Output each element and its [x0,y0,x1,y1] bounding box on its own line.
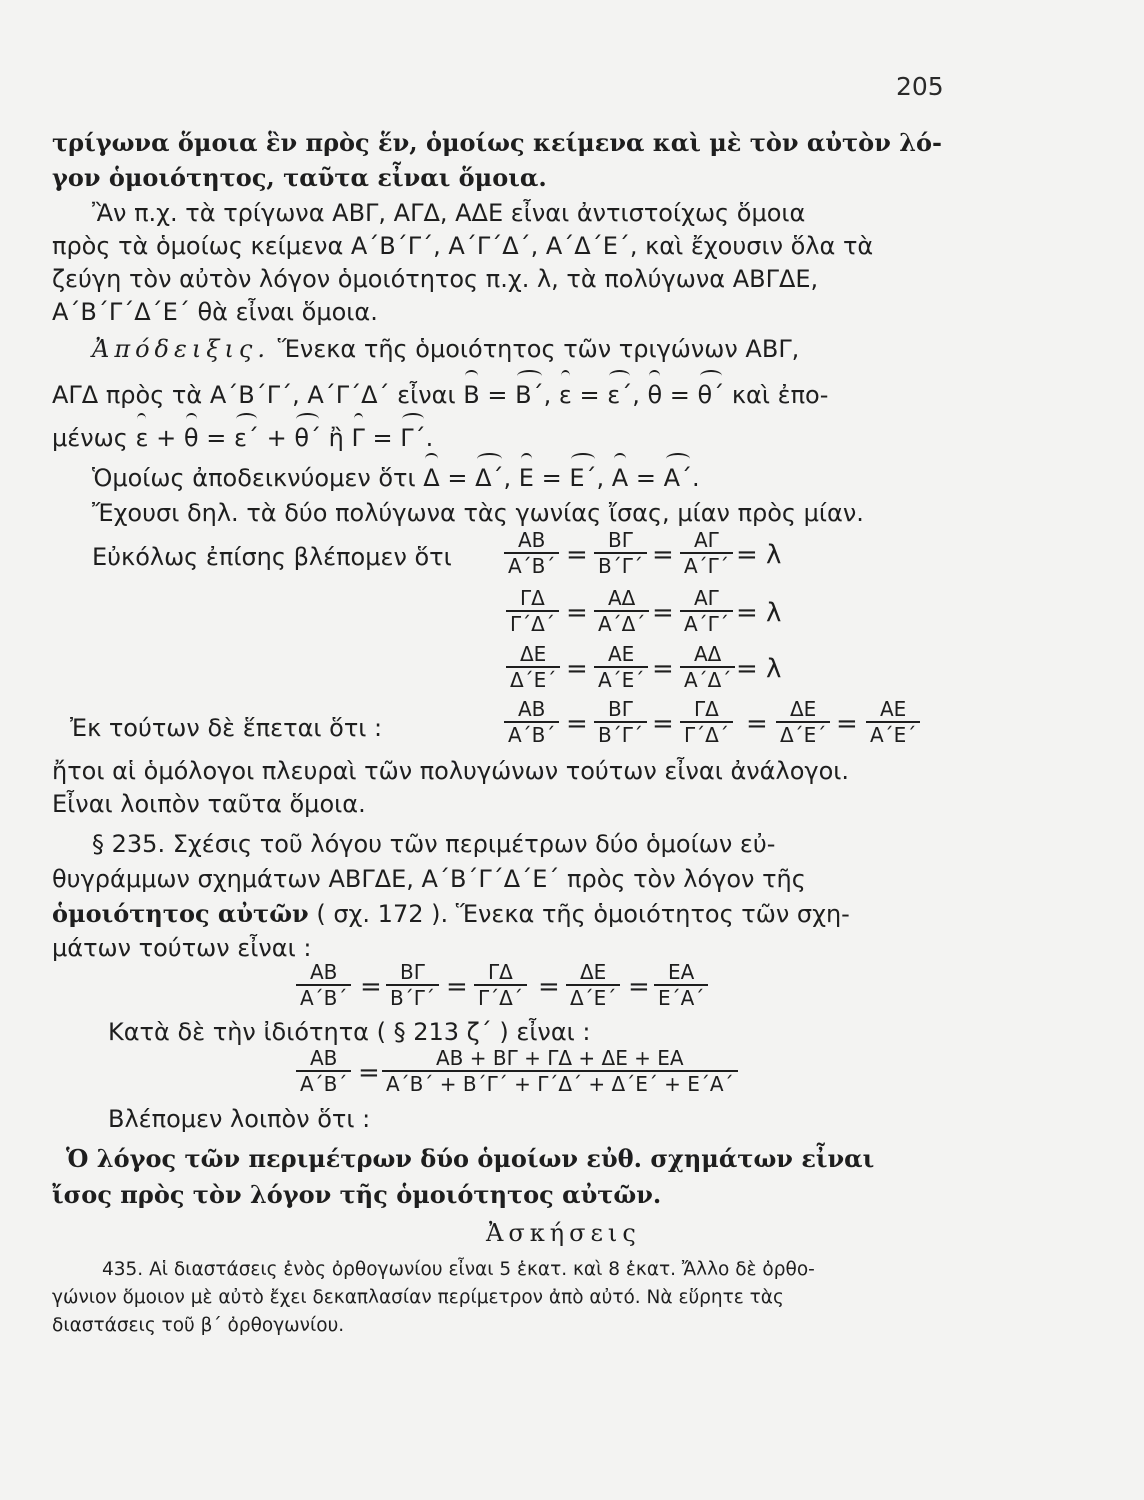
ratio-fraction [680,586,733,636]
angle-E1: Ε΄ [569,464,597,492]
proof-line-2-end: καὶ ἐπο- [731,381,829,409]
angle-G1: Γ΄ [400,424,426,452]
angle-th1: θ΄ [697,381,725,409]
proof-line-4: Ὁμοίως ἀποδεικνύομεν ὅτι Δ = Δ΄, Ε = Ε΄, Α = Α΄. [92,464,700,492]
example-line-3: ζεύγη τὸν αὐτὸν λόγον ὁμοιότητος π.χ. λ, τὰ πολύγωνα ΑΒΓΔΕ, [52,265,819,293]
eq: = [652,654,674,684]
proof-line-2: ΑΓΔ πρὸς τὰ Α΄Β΄Γ΄, Α΄Γ΄Δ΄ εἶναι Β = Β΄, ε = ε΄, θ = θ΄ καὶ ἐπο- [52,381,829,409]
frac-num: ΑΒ [310,960,338,984]
ratio-fraction [296,960,351,1010]
eq: = [746,709,768,739]
frac-num: ΓΔ [488,960,513,984]
ratio-fraction [506,586,559,636]
eq: = [652,598,674,628]
frac-den: Α΄Γ΄ [680,610,733,636]
eq: = [566,709,588,739]
eq: = [566,598,588,628]
proof-line-2-text: ΑΓΔ πρὸς τὰ Α΄Β΄Γ΄, Α΄Γ΄Δ΄ εἶναι [52,381,456,409]
eq: = [635,464,656,492]
ratio-fraction [680,697,733,747]
angle-th1: θ΄ [294,424,321,452]
frac-den: Δ΄Ε΄ [506,666,560,692]
frac-num: ΔΕ [790,697,817,721]
section-235-line-3-text: ( σχ. 172 ). Ἕνεκα τῆς ὁμοιότητος τῶν σχη- [316,900,850,928]
frac-num: ΒΓ [608,528,633,552]
frac-den: Δ΄Ε΄ [566,984,620,1010]
theorem-line-1: τρίγωνα ὅμοια ἓν πρὸς ἕν, ὁμοίως κείμενα καὶ μὲ τὸν αὐτὸν λό- [52,128,942,157]
ratio-fraction [654,960,708,1010]
proof-line-3: μένως ε + θ = ε΄ + θ΄ ἢ Γ = Γ΄. [52,424,434,452]
angle-D: Δ [423,464,440,492]
sum-right-fraction [382,1046,738,1096]
or: ἢ [328,424,344,452]
ratio-fraction [386,960,439,1010]
eq: = [206,424,227,452]
eq: = [447,464,468,492]
frac-den: Β΄Γ΄ [594,721,647,747]
ratio-fraction [594,586,649,636]
eq: = [372,424,393,452]
example-line-4: Α΄Β΄Γ΄Δ΄Ε΄ θὰ εἶναι ὅμοια. [52,298,378,326]
exercise-435-line-2: γώνιον ὅμοιον μὲ αὐτὸ ἔχει δεκαπλασίαν περίμετρον ἀπὸ αὐτό. Νὰ εὕρητε τὰς [52,1287,784,1308]
frac-num: ΑΔ [694,642,722,666]
ratio-fraction [594,642,648,692]
eq: = [836,709,858,739]
ratio-fraction [594,528,647,578]
frac-num: ΓΔ [520,586,545,610]
ratio-fraction [506,642,560,692]
eq: = [566,540,588,570]
eq: = [566,654,588,684]
angle-e1: ε΄ [233,424,259,452]
proof-line-10: Ἐκ τούτων δὲ ἕπεται ὅτι : [70,714,383,742]
section-235-line-2: θυγράμμων σχημάτων ΑΒΓΔΕ, Α΄Β΄Γ΄Δ΄Ε΄ πρὸς τὸν λόγον τῆς [52,865,806,893]
angle-B: Β [463,381,480,409]
frac-num: ΑΔ [608,586,636,610]
angle-e1: ε΄ [607,381,633,409]
frac-den: Δ΄Ε΄ [776,721,830,747]
frac-den: Α΄Β΄ [504,552,559,578]
proof-line-12: Εἶναι λοιπὸν ταῦτα ὅμοια. [52,790,366,818]
eq: = [358,1058,380,1088]
angle-A: Α [611,464,629,492]
section-235-line-5: Κατὰ δὲ τὴν ἰδιότητα ( § 213 ζ΄ ) εἶναι : [108,1018,591,1046]
exercise-435-line-1: 435. Αἱ διαστάσεις ἑνὸς ὀρθογωνίου εἶναι 5 ἑκατ. καὶ 8 ἑκατ. Ἄλλο δὲ ὀρθο- [102,1259,815,1280]
lambda: = λ [736,598,782,628]
eq: = [360,972,382,1002]
eq: = [446,972,468,1002]
ratio-fraction [504,697,559,747]
frac-num: ΑΕ [608,642,635,666]
frac-den: Α΄Β΄ [296,984,351,1010]
angle-th: θ [183,424,199,452]
ratio-fraction [594,697,647,747]
frac-den: Ε΄Α΄ [654,984,708,1010]
proof-line-3-text: μένως [52,424,128,452]
section-235-line-1: § 235. Σχέσις τοῦ λόγου τῶν περιμέτρων δύο ὁμοίων εὐ- [92,830,776,858]
plus: + [156,424,177,452]
frac-num: ΑΓ [694,528,719,552]
proof-line-4-text: Ὁμοίως ἀποδεικνύομεν ὅτι [92,464,416,492]
conclusion-line-1: Ὁ λόγος τῶν περιμέτρων δύο ὁμοίων εὐθ. σχημάτων εἶναι [66,1144,875,1173]
eq: = [538,972,560,1002]
frac-den: Α΄Δ΄ [680,666,735,692]
frac-num: ΒΓ [608,697,633,721]
frac-num: ΑΒ + ΒΓ + ΓΔ + ΔΕ + ΕΑ [436,1046,684,1070]
section-235-bold: ὁμοιότητος αὐτῶν [52,899,309,928]
page-number: 205 [896,72,944,101]
proof-line-6: Εὐκόλως ἐπίσης βλέπομεν ὅτι [92,543,452,571]
frac-den: Γ΄Δ΄ [506,610,559,636]
ratio-fraction [474,960,527,1010]
frac-den: Γ΄Δ΄ [680,721,733,747]
frac-num: ΑΕ [880,697,907,721]
frac-den: Α΄Β΄ [296,1070,351,1096]
frac-den: Α΄Β΄ + Β΄Γ΄ + Γ΄Δ΄ + Δ΄Ε΄ + Ε΄Α΄ [382,1070,738,1096]
lambda: = λ [736,654,782,684]
eq: = [628,972,650,1002]
proof-line-5: Ἔχουσι δηλ. τὰ δύο πολύγωνα τὰς γωνίας ἴσας, μίαν πρὸς μίαν. [92,499,864,527]
exercises-title: Ἀσκήσεις [486,1219,641,1247]
angle-G: Γ [351,424,365,452]
eq: = [652,709,674,739]
frac-den: Α΄Β΄ [504,721,559,747]
frac-num: ΑΓ [694,586,719,610]
angle-th: θ [647,381,663,409]
theorem-line-2: γον ὁμοιότητος, ταῦτα εἶναι ὅμοια. [52,163,547,192]
section-235-line-6: Βλέπομεν λοιπὸν ὅτι : [108,1105,371,1133]
proof-line-1-text: Ἕνεκα τῆς ὁμοιότητος τῶν τριγώνων ΑΒΓ, [277,335,800,363]
section-235-line-3 [52,899,850,929]
plus: + [266,424,287,452]
frac-num: ΔΕ [520,642,547,666]
angle-e: ε [135,424,149,452]
frac-num: ΑΒ [518,528,546,552]
angle-e: ε [558,381,572,409]
frac-num: ΑΒ [310,1046,338,1070]
eq: = [669,381,690,409]
eq: = [579,381,600,409]
eq: = [652,540,674,570]
frac-num: ΔΕ [580,960,607,984]
proof-line-11: ἤτοι αἱ ὁμόλογοι πλευραὶ τῶν πολυγώνων τούτων εἶναι ἀνάλογοι. [52,757,850,785]
example-line-2: πρὸς τὰ ὁμοίως κείμενα Α΄Β΄Γ΄, Α΄Γ΄Δ΄, Α΄Δ΄Ε΄, καὶ ἔχουσιν ὅλα τὰ [52,232,874,260]
exercise-435-line-3: διαστάσεις τοῦ β΄ ὀρθογωνίου. [52,1315,345,1336]
example-line-1: Ἂν π.χ. τὰ τρίγωνα ΑΒΓ, ΑΓΔ, ΑΔΕ εἶναι ἀντιστοίχως ὅμοια [92,199,806,227]
frac-num: ΑΒ [518,697,546,721]
frac-den: Α΄Ε΄ [594,666,648,692]
proof-label: Ἀπόδειξις. [92,335,270,363]
angle-E: Ε [518,464,534,492]
frac-den: Α΄Γ΄ [680,552,733,578]
ratio-fraction [776,697,830,747]
section-235-line-4: μάτων τούτων εἶναι : [52,934,312,962]
ratio-fraction [866,697,920,747]
ratio-fraction [566,960,620,1010]
frac-num: ΒΓ [400,960,425,984]
angle-B1: Β΄ [515,381,544,409]
eq: = [487,381,508,409]
ratio-fraction [680,642,735,692]
frac-num: ΓΔ [694,697,719,721]
eq: = [541,464,562,492]
conclusion-line-2: ἴσος πρὸς τὸν λόγον τῆς ὁμοιότητος αὐτῶν. [52,1180,662,1209]
angle-D1: Δ΄ [475,464,504,492]
ratio-fraction [504,528,559,578]
frac-den: Β΄Γ΄ [386,984,439,1010]
frac-den: Α΄Δ΄ [594,610,649,636]
ratio-fraction [680,528,733,578]
frac-den: Α΄Ε΄ [866,721,920,747]
sum-left-fraction [296,1046,351,1096]
angle-A1: Α΄ [663,464,692,492]
frac-num: ΕΑ [668,960,695,984]
proof-line-1 [92,334,799,364]
frac-den: Γ΄Δ΄ [474,984,527,1010]
lambda: = λ [736,540,782,570]
frac-den: Β΄Γ΄ [594,552,647,578]
